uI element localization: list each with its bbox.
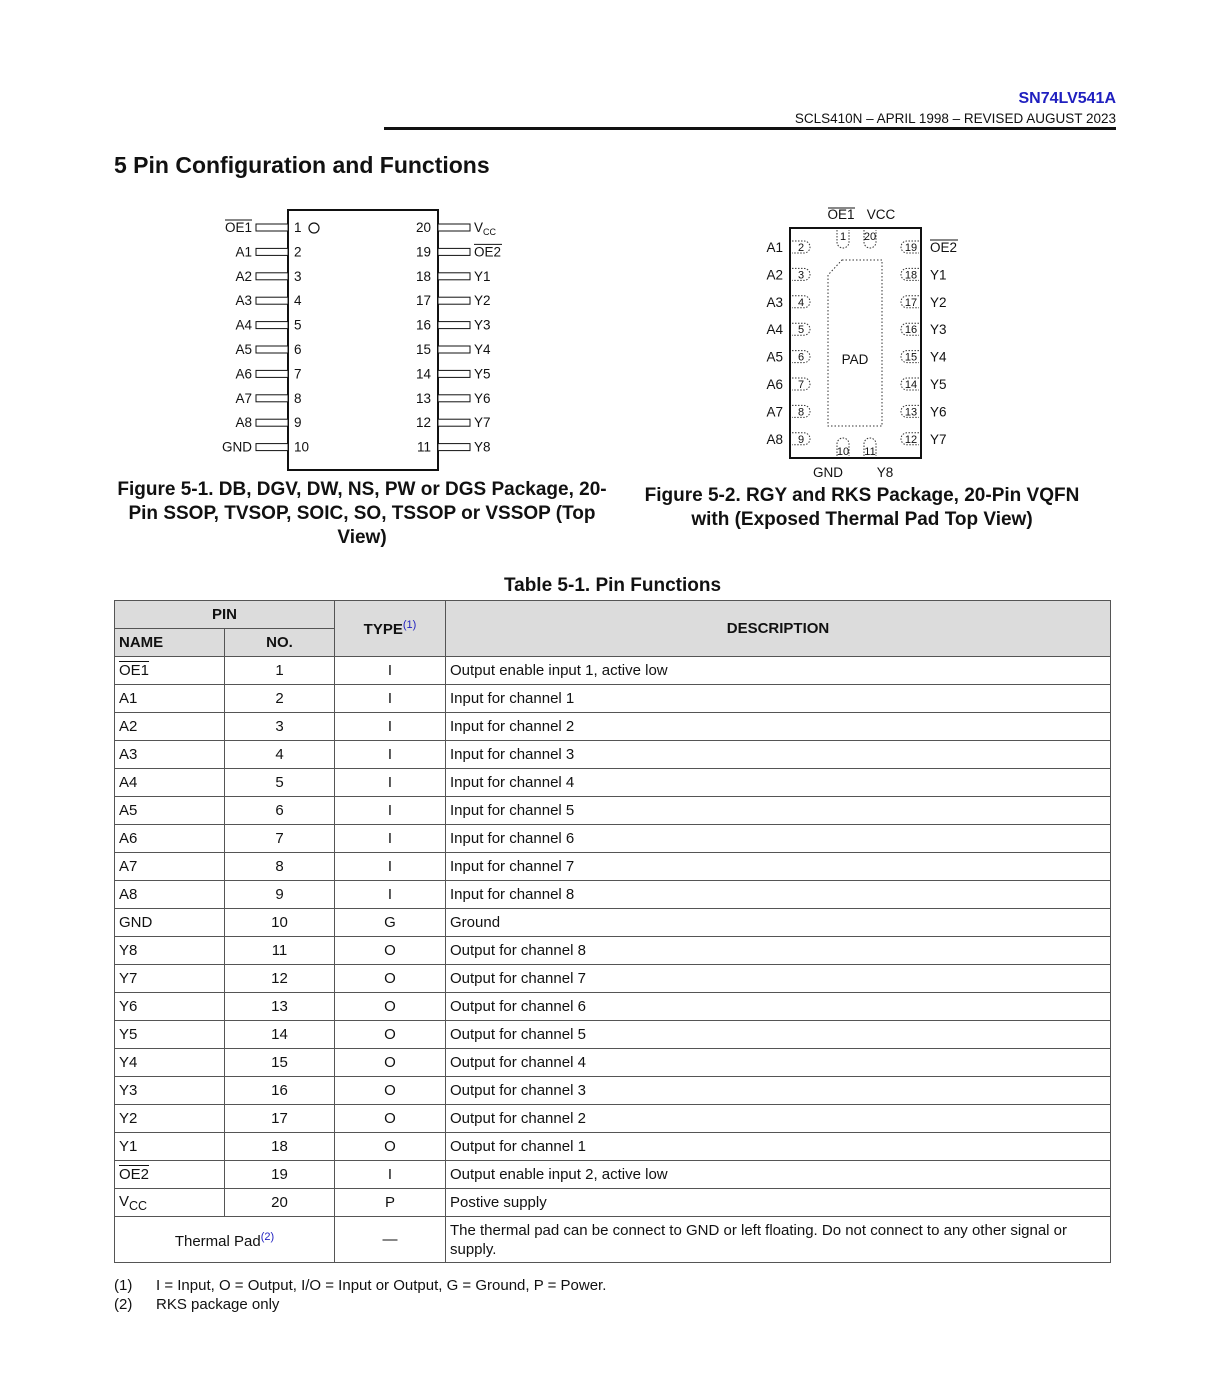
pin-name: A5 — [119, 802, 138, 819]
pin-label: Y6 — [930, 404, 947, 420]
pin-label: A3 — [766, 294, 783, 310]
pin-name: A7 — [119, 858, 138, 875]
figure-5-2-pinout-diagram — [750, 200, 980, 485]
cell-pin-type: I — [335, 881, 446, 909]
pin-number: 12 — [415, 415, 431, 431]
pin-number: 9 — [294, 415, 302, 431]
pin-lead — [438, 224, 470, 231]
pin-number: 9 — [797, 433, 805, 446]
pin-number: 14 — [904, 379, 918, 391]
pin-number: 2 — [797, 242, 805, 254]
cell-pin-number: 2 — [225, 685, 335, 713]
cell-pin-type: I — [335, 825, 446, 853]
pin-label: Y5 — [930, 377, 947, 392]
pin-number: 20 — [863, 231, 877, 243]
pin-lead — [438, 297, 470, 304]
cell-pin-number: 15 — [225, 1049, 335, 1077]
cell-pin-type: I — [335, 1161, 446, 1189]
pin-number: 6 — [797, 351, 805, 364]
figure-5-1-pinout-diagram — [200, 200, 530, 475]
cell-pin-number: 13 — [225, 993, 335, 1021]
table-row — [115, 825, 1111, 853]
cell-pin-description: Input for channel 3 — [446, 741, 1111, 769]
pin-number: 10 — [294, 439, 310, 455]
cell-pin-description: The thermal pad can be connect to GND or left floating. Do not connect to any other signal or supply. — [446, 1217, 1111, 1263]
pin-label: Y1 — [930, 267, 947, 283]
pin-number: 11 — [864, 446, 876, 458]
pin-label: A8 — [235, 415, 252, 431]
pin-name: Y4 — [119, 1054, 138, 1071]
pin-lead — [256, 419, 288, 426]
cell-pin-type: I — [335, 657, 446, 685]
footnotes — [114, 1276, 606, 1314]
pin-number: 10 — [836, 446, 850, 458]
pin-label: A7 — [766, 404, 783, 420]
cell-pin-name — [115, 769, 225, 797]
pin-label: A1 — [235, 244, 252, 260]
cell-pin-name — [115, 1049, 225, 1077]
pin-number: 6 — [294, 342, 302, 357]
pin-label: Y7 — [930, 431, 947, 447]
pin-label: A3 — [235, 293, 252, 309]
document-revision-info: SCLS410N – APRIL 1998 – REVISED AUGUST 2023 — [794, 111, 1116, 126]
part-number: SN74LV541A — [1018, 90, 1116, 107]
pin-label: Y3 — [474, 317, 491, 333]
cell-pin-number: 6 — [225, 797, 335, 825]
pin-label: Y8 — [876, 465, 894, 480]
header-no: NO. — [225, 629, 335, 657]
cell-pin-description: Postive supply — [446, 1189, 1111, 1217]
cell-pin-type: — — [335, 1217, 446, 1263]
cell-pin-type: I — [335, 797, 446, 825]
cell-pin-description: Input for channel 2 — [446, 713, 1111, 741]
footnote-text: RKS package only — [156, 1296, 280, 1313]
pin-number: 19 — [415, 244, 431, 260]
pin-name: A8 — [119, 886, 138, 903]
cell-pin-number: 17 — [225, 1105, 335, 1133]
pin-label: Y2 — [930, 294, 947, 310]
pin-label: Y4 — [474, 342, 491, 357]
cell-pin-type: I — [335, 769, 446, 797]
header-description: DESCRIPTION — [446, 601, 1111, 657]
pin-name: A6 — [119, 830, 138, 847]
pin-name: Y8 — [119, 942, 138, 959]
cell-pin-type: O — [335, 1049, 446, 1077]
cell-pin-name — [115, 741, 225, 769]
pin-label: A2 — [235, 268, 252, 284]
pin-number: 8 — [797, 406, 805, 419]
cell-pin-name — [115, 993, 225, 1021]
cell-pin-name — [115, 965, 225, 993]
pin-label: VCC — [866, 207, 896, 222]
table-row — [115, 1049, 1111, 1077]
pin-number: 15 — [904, 351, 918, 364]
footnote-2-link[interactable]: (2) — [260, 1231, 275, 1243]
pin-name: A4 — [119, 774, 138, 791]
cell-pin-type: O — [335, 993, 446, 1021]
cell-pin-number: 11 — [225, 937, 335, 965]
cell-pin-number: 19 — [225, 1161, 335, 1189]
cell-pin-description: Input for channel 7 — [446, 853, 1111, 881]
subscript: CC — [129, 1198, 148, 1213]
pin-label: A7 — [235, 390, 252, 406]
cell-pin-name — [115, 853, 225, 881]
pin-name-vcc: $V_{CC}$ — [119, 1192, 148, 1213]
table-row — [115, 909, 1111, 937]
cell-pin-number: 10 — [225, 909, 335, 937]
cell-pin-description: Output for channel 7 — [446, 965, 1111, 993]
pin-name: Y3 — [119, 1082, 138, 1099]
pin-label: OE2 — [930, 240, 958, 255]
cell-pin-type: P — [335, 1189, 446, 1217]
pin-label: A5 — [235, 342, 252, 357]
pin-number: 20 — [415, 220, 431, 235]
footnote-text: I = Input, O = Output, I/O = Input or Output, G = Ground, P = Power. — [156, 1277, 607, 1294]
pin-number: 2 — [294, 244, 302, 260]
pin-label: GND — [813, 465, 843, 480]
pin-lead — [438, 346, 470, 353]
pin-label: A6 — [766, 377, 783, 392]
pin-lead — [438, 370, 470, 377]
cell-pin-number: 8 — [225, 853, 335, 881]
pin-label: OE2 — [474, 244, 502, 260]
pin-number: 15 — [415, 342, 431, 357]
pin-lead — [256, 322, 288, 329]
pin-label: A8 — [766, 431, 783, 447]
pin-label: OE1 — [224, 220, 252, 235]
header-rule — [384, 127, 1116, 130]
thermal-pad-label: PAD — [841, 352, 869, 367]
pin-label: Y5 — [474, 366, 491, 382]
cell-pin-type: I — [335, 685, 446, 713]
cell-pin-name — [115, 1105, 225, 1133]
pin-lead — [438, 273, 470, 280]
table-row-thermal-pad — [115, 1217, 1111, 1263]
pin-number: 1 — [839, 231, 847, 243]
cell-pin-description: Output for channel 8 — [446, 937, 1111, 965]
pin-number: 13 — [904, 406, 918, 419]
pin-name: GND — [119, 914, 153, 931]
cell-pin-name — [115, 1161, 225, 1189]
cell-pin-number: 3 — [225, 713, 335, 741]
pin-label: A6 — [235, 366, 252, 382]
cell-pin-description: Output enable input 1, active low — [446, 657, 1111, 685]
table-row — [115, 685, 1111, 713]
pin-label: Y4 — [930, 349, 947, 365]
pin-number: 5 — [797, 324, 805, 337]
cell-pin-number: 16 — [225, 1077, 335, 1105]
pin-number: 3 — [294, 268, 302, 284]
pin-name: A1 — [119, 690, 138, 707]
cell-pin-description: Output for channel 4 — [446, 1049, 1111, 1077]
table-row — [115, 769, 1111, 797]
pin-lead — [256, 224, 288, 231]
table-row — [115, 1077, 1111, 1105]
pin-number: 16 — [415, 317, 431, 333]
cell-pin-name — [115, 1189, 225, 1217]
pin-label: Y1 — [474, 268, 491, 284]
pin-name: OE2 — [119, 1166, 150, 1183]
pin-name: Y7 — [119, 970, 138, 987]
pin-number: 18 — [415, 268, 431, 284]
cell-pin-type: G — [335, 909, 446, 937]
cell-pin-name — [115, 1217, 335, 1263]
footnote-2 — [114, 1295, 606, 1314]
pin-label: OE1 — [827, 207, 855, 222]
pin-lead — [438, 248, 470, 255]
cell-pin-description: Output for channel 1 — [446, 1133, 1111, 1161]
pin-label: Y6 — [474, 390, 491, 406]
table-row — [115, 741, 1111, 769]
pin-number: 13 — [415, 390, 431, 406]
pin-name: Y2 — [119, 1110, 138, 1127]
pin-number: 5 — [294, 317, 302, 333]
cell-pin-number: 18 — [225, 1133, 335, 1161]
pin-number: 17 — [904, 296, 918, 309]
figure-5-1-caption: Figure 5-1. DB, DGV, DW, NS, PW or DGS Package, 20-Pin SSOP, TVSOP, SOIC, SO, TSSOP or VSSOP (Top View) — [117, 479, 607, 548]
cell-pin-description: Output enable input 2, active low — [446, 1161, 1111, 1189]
table-row — [115, 797, 1111, 825]
footnote-1 — [114, 1276, 606, 1295]
cell-pin-type: O — [335, 965, 446, 993]
pin-label: A4 — [235, 317, 252, 333]
header-pin: PIN — [115, 601, 335, 629]
cell-pin-description: Input for channel 1 — [446, 685, 1111, 713]
pin-lead — [256, 248, 288, 255]
pin-number: 12 — [904, 433, 918, 446]
table-row — [115, 1105, 1111, 1133]
pin-name: A3 — [119, 746, 138, 763]
cell-pin-description: Output for channel 3 — [446, 1077, 1111, 1105]
cell-pin-name — [115, 1133, 225, 1161]
cell-pin-name — [115, 909, 225, 937]
header-type: TYPE$^{(1)}$ — [335, 601, 446, 657]
pin-number: 4 — [797, 296, 805, 309]
cell-pin-number: 4 — [225, 741, 335, 769]
pin-name: Y5 — [119, 1026, 138, 1043]
pin-number: 1 — [294, 220, 302, 235]
pin-number: 8 — [294, 390, 302, 406]
thermal-pad-label: Thermal Pad — [174, 1233, 261, 1250]
table-row — [115, 965, 1111, 993]
table-row — [115, 713, 1111, 741]
pin-lead — [256, 346, 288, 353]
footnote-number: (2) — [114, 1296, 133, 1313]
pin-functions-table — [114, 600, 1111, 1263]
pin-number: 7 — [294, 366, 302, 382]
cell-pin-type: O — [335, 1133, 446, 1161]
pin-lead — [256, 273, 288, 280]
cell-pin-description: Ground — [446, 909, 1111, 937]
pin-label: Y2 — [474, 293, 491, 309]
pin-lead — [438, 322, 470, 329]
pin-number: 16 — [904, 324, 918, 337]
cell-pin-name — [115, 685, 225, 713]
pin-number: 4 — [294, 293, 302, 309]
cell-pin-name — [115, 1021, 225, 1049]
cell-pin-name — [115, 797, 225, 825]
cell-pin-description: Output for channel 2 — [446, 1105, 1111, 1133]
figure-5-2-caption: Figure 5-2. RGY and RKS Package, 20-Pin VQFN with (Exposed Thermal Pad Top View) — [644, 485, 1080, 530]
table-row — [115, 1133, 1111, 1161]
cell-pin-number: 9 — [225, 881, 335, 909]
pin-number: 14 — [415, 366, 431, 382]
pin-number: 7 — [797, 379, 805, 391]
pin-label: GND — [222, 439, 252, 455]
cell-pin-description: Input for channel 8 — [446, 881, 1111, 909]
cell-pin-type: O — [335, 937, 446, 965]
cell-pin-description: Input for channel 4 — [446, 769, 1111, 797]
cell-pin-name — [115, 825, 225, 853]
pin-lead — [256, 370, 288, 377]
cell-pin-number: 14 — [225, 1021, 335, 1049]
pin-number: 3 — [797, 269, 805, 282]
pin-lead — [438, 419, 470, 426]
cell-pin-type: O — [335, 1105, 446, 1133]
cell-pin-description: Output for channel 5 — [446, 1021, 1111, 1049]
cell-pin-number: 12 — [225, 965, 335, 993]
pin-name: Y1 — [119, 1138, 138, 1155]
cell-pin-description: Input for channel 5 — [446, 797, 1111, 825]
pin-label: Y7 — [474, 415, 491, 431]
section-title: 5 Pin Configuration and Functions — [114, 152, 490, 178]
cell-pin-type: I — [335, 713, 446, 741]
cell-pin-number: 20 — [225, 1189, 335, 1217]
pin-lead — [438, 444, 470, 451]
header-name: NAME — [115, 629, 225, 657]
cell-pin-name — [115, 881, 225, 909]
table-row — [115, 1189, 1111, 1217]
cell-pin-type: I — [335, 853, 446, 881]
cell-pin-name — [115, 713, 225, 741]
pin-number: 18 — [904, 269, 918, 282]
cell-pin-description: Output for channel 6 — [446, 993, 1111, 1021]
cell-pin-name — [115, 657, 225, 685]
package-body — [790, 228, 921, 458]
pin-lead — [256, 297, 288, 304]
table-row — [115, 1021, 1111, 1049]
pin-lead — [256, 395, 288, 402]
pin-label: Y3 — [930, 322, 947, 338]
pin-label: A1 — [766, 240, 783, 255]
cell-pin-type: I — [335, 741, 446, 769]
cell-pin-type: O — [335, 1077, 446, 1105]
pin-name: Y6 — [119, 998, 138, 1015]
cell-pin-type: O — [335, 1021, 446, 1049]
pin-number: 11 — [416, 439, 431, 455]
pin-label: A2 — [766, 267, 783, 283]
cell-pin-number: 7 — [225, 825, 335, 853]
cell-pin-number: 1 — [225, 657, 335, 685]
footnote-1-link[interactable]: (1) — [402, 619, 417, 631]
table-title: Table 5-1. Pin Functions — [503, 575, 722, 596]
table-row — [115, 937, 1111, 965]
pin-name: A2 — [119, 718, 138, 735]
table-row — [115, 657, 1111, 685]
cell-pin-name — [115, 1077, 225, 1105]
table-row — [115, 993, 1111, 1021]
table-row — [115, 881, 1111, 909]
pin-label: A4 — [766, 322, 783, 338]
cell-pin-name — [115, 937, 225, 965]
pin-number: 19 — [904, 242, 918, 254]
pin-number: 17 — [415, 293, 431, 309]
table-row — [115, 1161, 1111, 1189]
table-row — [115, 853, 1111, 881]
pin-name: OE1 — [119, 662, 150, 679]
pin-lead — [438, 395, 470, 402]
pin-label: Y8 — [474, 439, 491, 455]
cell-pin-number: 5 — [225, 769, 335, 797]
footnote-number: (1) — [114, 1277, 133, 1294]
pin-label-vcc: $V_{CC}$ — [474, 220, 497, 237]
pin-lead — [256, 444, 288, 451]
cell-pin-description: Input for channel 6 — [446, 825, 1111, 853]
pin-label: A5 — [766, 349, 783, 365]
